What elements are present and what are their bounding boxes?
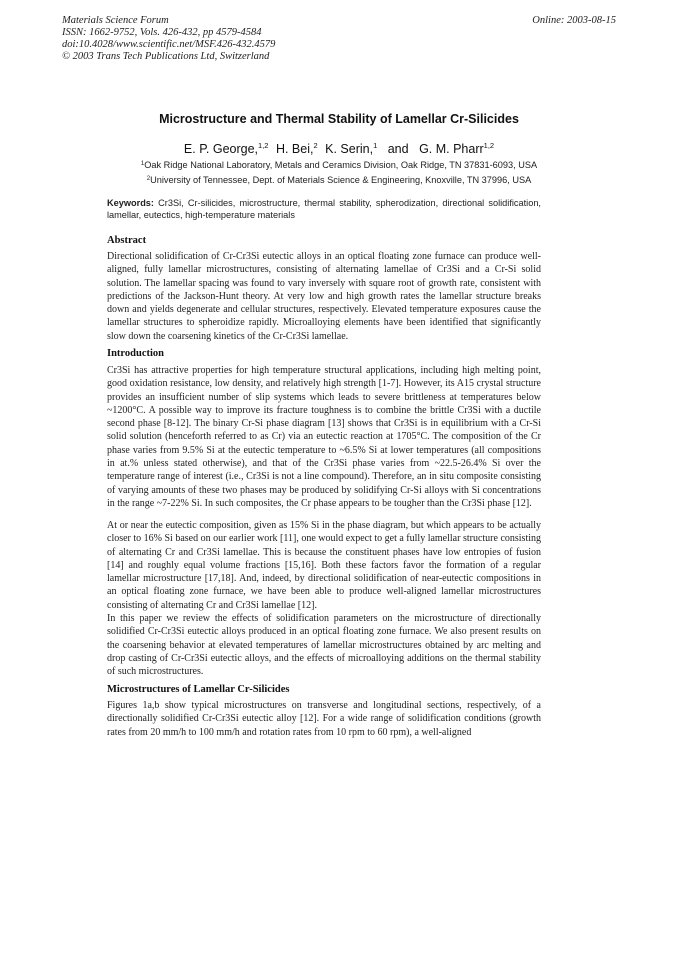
- journal-header: [62, 15, 275, 63]
- abstract-heading: Abstract: [107, 235, 147, 246]
- microstructures-paragraph-1: Figures 1a,b show typical microstructures on transverse and longitudinal sections, respectively, of a directionally solidified Cr-Cr3Si eutectic alloy [12]. For a wide range of solidification conditions (growth rates from 20 mm/h to 100 mm/h and rotation rates from 10 rpm to 60 rpm), a well-aligned: [107, 700, 541, 738]
- author-name: H. Bei,: [275, 142, 314, 156]
- affiliation-1: [0, 160, 678, 170]
- author-name: G. M. Pharr: [419, 142, 484, 156]
- author-affiliation-mark: 1,2: [258, 141, 269, 150]
- author-2: [276, 142, 318, 156]
- introduction-heading: Introduction: [107, 348, 164, 359]
- doi-line: doi:10.4028/www.scientific.net/MSF.426-432.4579: [62, 39, 276, 50]
- journal-name: Materials Science Forum: [62, 15, 169, 26]
- author-list: [0, 141, 678, 156]
- paper-title: Microstructure and Thermal Stability of Lamellar Cr-Silicides: [159, 112, 519, 126]
- keywords-label: Keywords:: [107, 198, 154, 208]
- copyright-line: © 2003 Trans Tech Publications Ltd, Switzerland: [62, 51, 270, 62]
- introduction-paragraph-1: Cr3Si has attractive properties for high temperature structural applications, including high melting point, good oxidation resistance, low density, and relatively high strength [1-7]. However, its A15 crystal structure provides an insufficient number of slip systems which leads to severe brittleness at temperatures below ~1200°C. A possible way to improve its fracture toughness is to combine the brittle Cr3Si with a ductile second phase [8-12]. The binary Cr-Si phase diagram [13] shows that Cr3Si is in equilibrium with a Cr-Si solid solution (henceforth referred to as Cr) via an eutectic reaction at 1705°C. The composition of the Cr phase varies from 9.5% Si at the eutectic temperature to ~6.5% Si at lower temperatures (all compositions in at.% unless stated otherwise), and that of the Cr3Si phase varies from ~22.5-26.4% Si over the temperature range of interest (i.e., Cr3Si is not a line compound). Therefore, an in situ composite consisting of varying amounts of these two phases may be produced by solidifying Cr-Si alloys with Si concentrations in the range ~7-22% Si. In such composites, the Cr phase appears to be tougher than the Cr3Si phase [12].: [107, 365, 541, 509]
- affiliation-text: University of Tennessee, Dept. of Materials Science & Engineering, Knoxville, TN 37996, USA: [150, 175, 532, 185]
- keywords-text: Cr3Si, Cr-silicides, microstructure, thermal stability, spherodization, directional solidification, lamellar, eutectics, high-temperature materials: [107, 198, 541, 220]
- affiliation-2: [0, 175, 678, 185]
- author-1: [184, 142, 269, 156]
- author-4: [419, 142, 494, 156]
- author-affiliation-mark: 1,2: [483, 141, 495, 150]
- issn-line: ISSN: 1662-9752, Vols. 426-432, pp 4579-4584: [62, 27, 262, 38]
- author-affiliation-mark: 2: [313, 141, 318, 150]
- author-affiliation-mark: 1: [373, 141, 378, 150]
- introduction-paragraph-3: In this paper we review the effects of solidification parameters on the microstructure of directionally solidified Cr-Cr3Si eutectic alloys produced in an optical floating zone furnace. We also present results on the coarsening behavior at elevated temperatures of lamellar microstructures obtained by arc melting and drop casting of Cr-Cr3Si eutectic alloys, and the effects of microalloying additions on the thermal stability of such microstructures.: [107, 613, 541, 678]
- author-conjunction: and: [387, 142, 409, 156]
- abstract-text: Directional solidification of Cr-Cr3Si eutectic alloys in an optical floating zone furnace can produce well-aligned, fully lamellar microstructures, consisting of alternating lamellae of Cr3Si and a Cr-Si solid solution. The lamellar spacing was found to vary inversely with square root of growth rate, consistent with predictions of the Jackson-Hunt theory. At very low and high growth rates the lamellar structure breaks down and yields degenerate and cellular structures, respectively. Elevated temperature exposures cause the lamellar structures to spheroidize rapidly. Microalloying elements have been identified that significantly slow down the coarsening kinetics of the Cr-Cr3Si lamellae.: [107, 251, 541, 342]
- author-name: E. P. George,: [183, 142, 259, 156]
- microstructures-heading: Microstructures of Lamellar Cr-Silicides: [107, 684, 290, 695]
- online-date: Online: 2003-08-15: [532, 15, 616, 26]
- keywords-block: [107, 197, 541, 221]
- affiliation-mark: 2: [146, 176, 151, 182]
- affiliation-mark: 1: [140, 161, 145, 167]
- author-name: K. Serin,: [325, 142, 374, 156]
- author-3: [325, 142, 377, 156]
- introduction-paragraph-2: At or near the eutectic composition, given as 15% Si in the phase diagram, but which appears to be actually closer to 16% Si based on our earlier work [11], one would expect to get a fully lamellar structure consisting of alternating Cr and Cr3Si lamellae. This is because the constituent phases have low entropies of fusion [14] and roughly equal volume fractions [15,16]. Both these factors favor the formation of a regular lamellar microstructure [17,18]. And, indeed, by directional solidification of near-eutectic compositions in an optical floating zone furnace, we have been able to produce well-aligned lamellar microstructures consisting of alternating Cr and Cr3Si lamellae [12].: [107, 520, 541, 611]
- affiliation-text: Oak Ridge National Laboratory, Metals and Ceramics Division, Oak Ridge, TN 37831-6093, USA: [144, 160, 538, 170]
